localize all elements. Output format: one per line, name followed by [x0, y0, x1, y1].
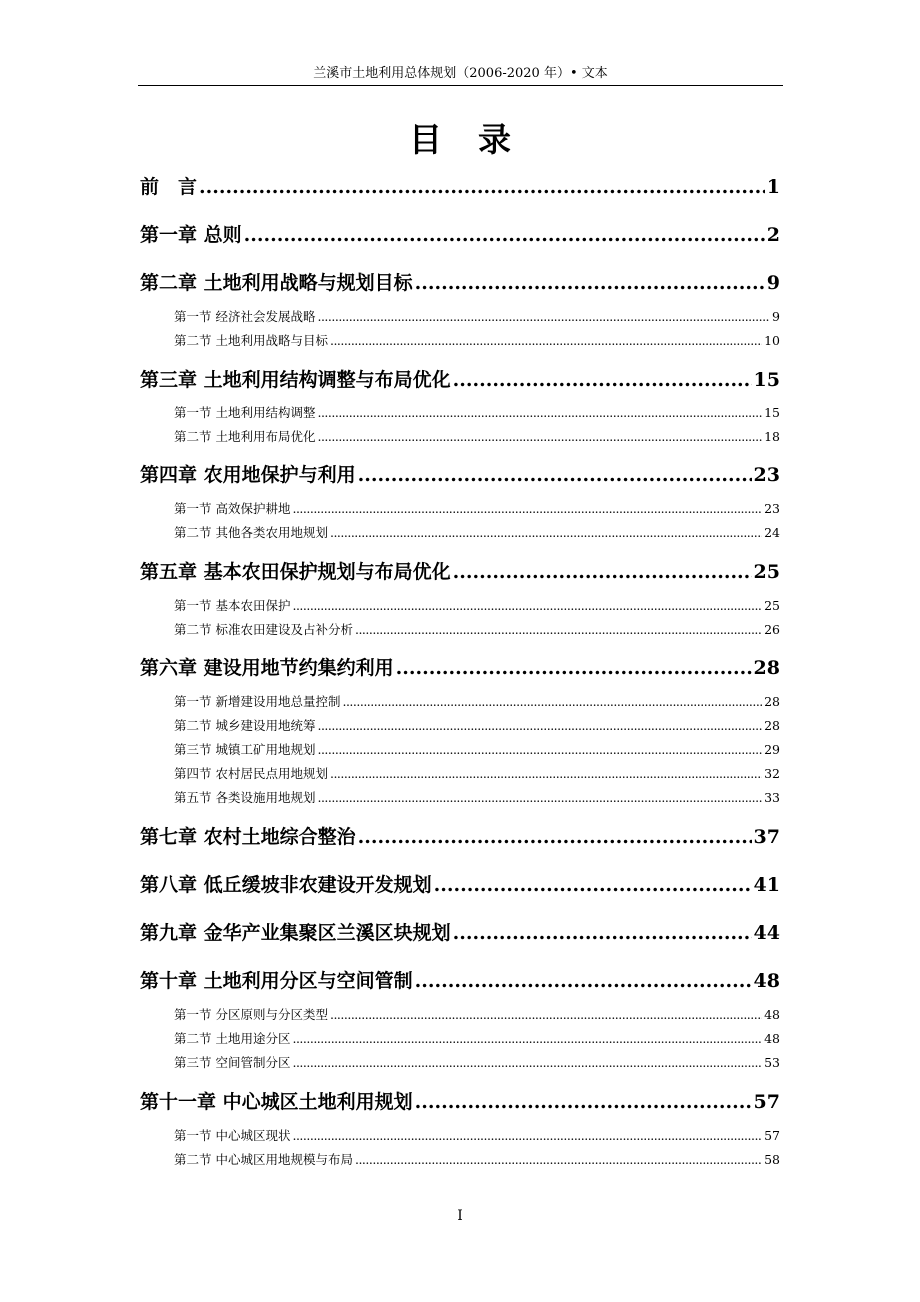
toc-leader-dots [355, 622, 762, 637]
toc-leader-dots [244, 224, 765, 246]
toc-entry-section[interactable] [174, 788, 780, 806]
toc-entry-section[interactable] [174, 1029, 780, 1047]
toc-entry-page: 23 [764, 501, 780, 516]
toc-leader-dots [317, 718, 762, 733]
toc-leader-dots [453, 561, 752, 583]
toc-entry-title: 第五章 基本农田保护规划与布局优化 [140, 561, 451, 583]
toc-entry-page: 15 [753, 369, 780, 391]
toc-entry-page: 57 [764, 1128, 780, 1143]
toc-entry-section[interactable] [174, 716, 780, 734]
toc-entry-section[interactable] [174, 1150, 780, 1168]
toc-entry-page: 53 [764, 1055, 780, 1070]
toc-entry-page: 15 [764, 405, 780, 420]
toc-entry-section[interactable] [174, 1005, 780, 1023]
toc-entry-page: 1 [766, 176, 780, 198]
toc-entry-title: 第二节 城乡建设用地统筹 [174, 718, 316, 733]
toc-entry-title: 第八章 低丘缓坡非农建设开发规划 [140, 874, 432, 896]
toc-entry-chapter[interactable] [140, 966, 780, 992]
toc-entry-title: 第一节 经济社会发展战略 [174, 309, 316, 324]
toc-entry-title: 前 言 [140, 176, 198, 198]
toc-entry-chapter[interactable] [140, 822, 780, 848]
toc-entry-title: 第十章 土地利用分区与空间管制 [140, 970, 413, 992]
page-title: 目录 [409, 120, 547, 159]
toc-entry-chapter[interactable] [140, 557, 780, 583]
toc-leader-dots [317, 790, 762, 805]
toc-entry-title: 第二节 土地利用战略与目标 [174, 333, 328, 348]
toc-entry-page: 29 [764, 742, 780, 757]
toc-leader-dots [453, 922, 752, 944]
toc-leader-dots [292, 1055, 762, 1070]
toc-leader-dots [292, 1031, 762, 1046]
toc-leader-dots [292, 501, 762, 516]
toc-entry-title: 第二节 土地用途分区 [174, 1031, 291, 1046]
toc-leader-dots [330, 766, 762, 781]
toc-entry-page: 9 [766, 272, 780, 294]
toc-leader-dots [317, 309, 770, 324]
toc-entry-title: 第九章 金华产业集聚区兰溪区块规划 [140, 922, 451, 944]
toc-entry-section[interactable] [174, 499, 780, 517]
toc-leader-dots [330, 333, 762, 348]
toc-entry-chapter[interactable] [140, 1087, 780, 1113]
toc-entry-page: 33 [764, 790, 780, 805]
toc-entry-title: 第一节 新增建设用地总量控制 [174, 694, 341, 709]
toc-entry-section[interactable] [174, 403, 780, 421]
toc-entry-section[interactable] [174, 1053, 780, 1071]
toc-entry-section[interactable] [174, 427, 780, 445]
toc-entry-page: 18 [764, 429, 780, 444]
toc-entry-section[interactable] [174, 740, 780, 758]
toc-entry-chapter[interactable] [140, 918, 780, 944]
toc-entry-page: 26 [764, 622, 780, 637]
toc-entry-title: 第十一章 中心城区土地利用规划 [140, 1091, 413, 1113]
toc-entry-chapter[interactable] [140, 653, 780, 679]
toc-entry-title: 第四节 农村居民点用地规划 [174, 766, 328, 781]
toc-entry-page: 28 [753, 657, 780, 679]
toc-leader-dots [317, 742, 762, 757]
toc-leader-dots [317, 405, 762, 420]
toc-leader-dots [292, 1128, 762, 1143]
toc-leader-dots [415, 970, 752, 992]
toc-leader-dots [415, 272, 765, 294]
toc-leader-dots [453, 369, 752, 391]
toc-entry-page: 44 [753, 922, 780, 944]
toc-entry-title: 第二节 标准农田建设及占补分析 [174, 622, 353, 637]
toc-entry-section[interactable] [174, 1126, 780, 1144]
toc-entry-title: 第二章 土地利用战略与规划目标 [140, 272, 413, 294]
toc-leader-dots [358, 826, 752, 848]
toc-entry-chapter[interactable] [140, 870, 780, 896]
toc-entry-title: 第五节 各类设施用地规划 [174, 790, 316, 805]
toc-leader-dots [396, 657, 752, 679]
toc-entry-title: 第二节 中心城区用地规模与布局 [174, 1152, 353, 1167]
toc-entry-page: 23 [753, 464, 780, 486]
toc-entry-page: 28 [764, 694, 780, 709]
toc-entry-section[interactable] [174, 692, 780, 710]
toc-entry-title: 第一节 分区原则与分区类型 [174, 1007, 328, 1022]
toc-entry-chapter[interactable] [140, 460, 780, 486]
toc-entry-page: 37 [753, 826, 780, 848]
toc-leader-dots [330, 525, 762, 540]
toc-leader-dots [330, 1007, 762, 1022]
toc-leader-dots [199, 176, 765, 198]
toc-entry-page: 28 [764, 718, 780, 733]
toc-entry-page: 41 [753, 874, 780, 896]
toc-entry-title: 第六章 建设用地节约集约利用 [140, 657, 394, 679]
toc-entry-title: 第一节 中心城区现状 [174, 1128, 291, 1143]
toc-entry-chapter[interactable] [140, 220, 780, 246]
toc-leader-dots [317, 429, 762, 444]
toc-entry-page: 10 [764, 333, 780, 348]
toc-entry-chapter[interactable] [140, 172, 780, 198]
toc-entry-page: 48 [764, 1031, 780, 1046]
toc-entry-page: 24 [764, 525, 780, 540]
toc-entry-title: 第一章 总则 [140, 224, 242, 246]
toc-entry-page: 48 [753, 970, 780, 992]
toc-entry-page: 57 [753, 1091, 780, 1113]
page-number: I [457, 1208, 463, 1224]
toc-entry-section[interactable] [174, 331, 780, 349]
toc-entry-section[interactable] [174, 523, 780, 541]
toc-entry-section[interactable] [174, 307, 780, 325]
toc-entry-page: 25 [764, 598, 780, 613]
toc-leader-dots [292, 598, 762, 613]
toc-entry-page: 32 [764, 766, 780, 781]
toc-entry-page: 58 [764, 1152, 780, 1167]
toc-entry-page: 2 [766, 224, 780, 246]
toc-entry-page: 25 [753, 561, 780, 583]
toc-entry-page: 48 [764, 1007, 780, 1022]
running-header: 兰溪市土地利用总体规划（2006-2020 年）• 文本 [138, 62, 783, 86]
toc-entry-section[interactable] [174, 764, 780, 782]
toc-entry-title: 第一节 土地利用结构调整 [174, 405, 316, 420]
toc-entry-section[interactable] [174, 596, 780, 614]
toc-leader-dots [342, 694, 762, 709]
toc-entry-chapter[interactable] [140, 268, 780, 294]
toc-leader-dots [358, 464, 752, 486]
toc-entry-title: 第三节 空间管制分区 [174, 1055, 291, 1070]
toc-entry-title: 第一节 基本农田保护 [174, 598, 291, 613]
toc-entry-title: 第四章 农用地保护与利用 [140, 464, 356, 486]
toc-entry-title: 第三章 土地利用结构调整与布局优化 [140, 369, 451, 391]
toc-leader-dots [355, 1152, 762, 1167]
toc-entry-title: 第三节 城镇工矿用地规划 [174, 742, 316, 757]
toc-entry-title: 第一节 高效保护耕地 [174, 501, 291, 516]
toc-entry-title: 第二节 土地利用布局优化 [174, 429, 316, 444]
toc-entry-chapter[interactable] [140, 365, 780, 391]
toc-entry-title: 第二节 其他各类农用地规划 [174, 525, 328, 540]
toc-entry-section[interactable] [174, 620, 780, 638]
toc-entry-title: 第七章 农村土地综合整治 [140, 826, 356, 848]
toc-leader-dots [415, 1091, 752, 1113]
toc-leader-dots [434, 874, 752, 896]
toc-entry-page: 9 [772, 309, 780, 324]
